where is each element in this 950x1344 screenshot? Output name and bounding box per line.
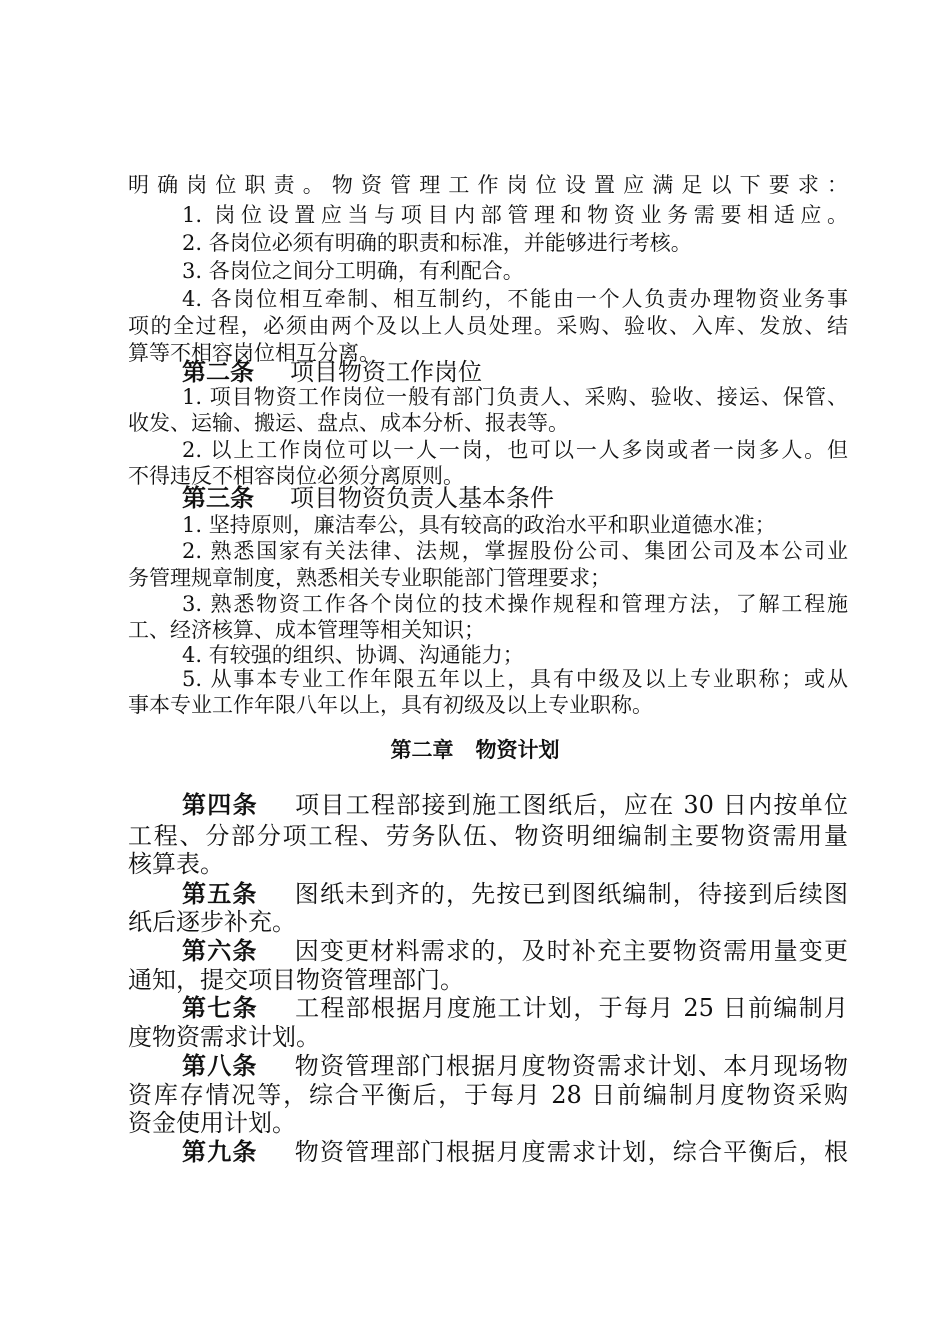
article-heading xyxy=(182,481,848,515)
text-line: 事本专业工作年限八年以上，具有初级及以上专业职称。 xyxy=(128,693,653,717)
chapter-title: 物资计划 xyxy=(475,738,560,762)
text-line: 工程、分部分项工程、劳务队伍、物资明细编制主要物资需用量 xyxy=(128,822,848,850)
text-line: 纸后逐步补充。 xyxy=(128,908,296,936)
text-line: 资金使用计划。 xyxy=(128,1109,296,1137)
chapter-number: 第二章 xyxy=(390,738,454,762)
list-item: 3. 各岗位之间分工明确，有利配合。 xyxy=(182,259,524,283)
article-text: 物资管理部门根据月度需求计划，综合平衡后，根 xyxy=(293,1138,849,1166)
list-item: 1. 岗位设置应当与项目内部管理和物资业务需要相适应。 xyxy=(182,203,848,227)
text-line: 算等不相容岗位相互分离。 xyxy=(128,341,380,365)
list-item: 2. 熟悉国家有关法律、法规，掌握股份公司、集团公司及本公司业 xyxy=(182,539,848,563)
list-item: 4. 各岗位相互牵制、相互制约，不能由一个人负责办理物资业务事 xyxy=(182,287,848,311)
article-label: 第三条 xyxy=(182,484,254,512)
text-line: 不得违反不相容岗位必须分离原则。 xyxy=(128,464,464,488)
list-item: 4. 有较强的组织、协调、沟通能力； xyxy=(182,643,524,667)
list-item: 1. 项目物资工作岗位一般有部门负责人、采购、验收、接运、保管、 xyxy=(182,385,848,409)
list-item: 3. 熟悉物资工作各个岗位的技术操作规程和管理方法，了解工程施 xyxy=(182,592,848,616)
article-label: 第五条 xyxy=(182,880,258,908)
article-paragraph xyxy=(182,1135,848,1169)
article-text: 物资管理部门根据月度物资需求计划、本月现场物 xyxy=(293,1052,849,1080)
article-text: 图纸未到齐的，先按已到图纸编制，待接到后续图 xyxy=(293,880,849,908)
article-label: 第九条 xyxy=(182,1138,258,1166)
article-label: 第二条 xyxy=(182,358,254,386)
text-line: 资库存情况等，综合平衡后，于每月 28 日前编制月度物资采购 xyxy=(128,1081,848,1109)
text-line: 度物资需求计划。 xyxy=(128,1023,320,1051)
text-line: 工、经济核算、成本管理等相关知识； xyxy=(128,618,485,642)
list-item: 5. 从事本专业工作年限五年以上，具有中级及以上专业职称；或从 xyxy=(182,667,848,691)
article-title: 项目物资工作岗位 xyxy=(290,358,482,386)
article-label: 第四条 xyxy=(182,791,258,819)
list-item: 2. 以上工作岗位可以一人一岗，也可以一人多岗或者一岗多人。但 xyxy=(182,438,848,462)
text-line: 收发、运输、搬运、盘点、成本分析、报表等。 xyxy=(128,411,569,435)
chapter-heading xyxy=(0,735,950,765)
article-label: 第六条 xyxy=(182,937,258,965)
text-line: 务管理规章制度，熟悉相关专业职能部门管理要求； xyxy=(128,566,611,590)
text-line: 通知，提交项目物资管理部门。 xyxy=(128,966,464,994)
article-text: 因变更材料需求的，及时补充主要物资需用量变更 xyxy=(293,937,849,965)
article-label: 第八条 xyxy=(182,1052,258,1080)
article-text: 项目工程部接到施工图纸后，应在 30 日内按单位 xyxy=(293,791,849,819)
article-text: 工程部根据月度施工计划，于每月 25 日前编制月 xyxy=(293,994,849,1022)
text-line: 核算表。 xyxy=(128,850,224,878)
article-label: 第七条 xyxy=(182,994,258,1022)
list-item: 2. 各岗位必须有明确的职责和标准，并能够进行考核。 xyxy=(182,231,692,255)
article-title: 项目物资负责人基本条件 xyxy=(290,484,554,512)
article-paragraph xyxy=(182,788,848,822)
text-line: 项的全过程，必须由两个及以上人员处理。采购、验收、入库、发放、结 xyxy=(128,314,848,338)
text-line: 明确岗位职责。物资管理工作岗位设置应满足以下要求： xyxy=(128,173,848,197)
list-item: 1. 坚持原则，廉洁奉公，具有较高的政治水平和职业道德水准； xyxy=(182,513,776,537)
